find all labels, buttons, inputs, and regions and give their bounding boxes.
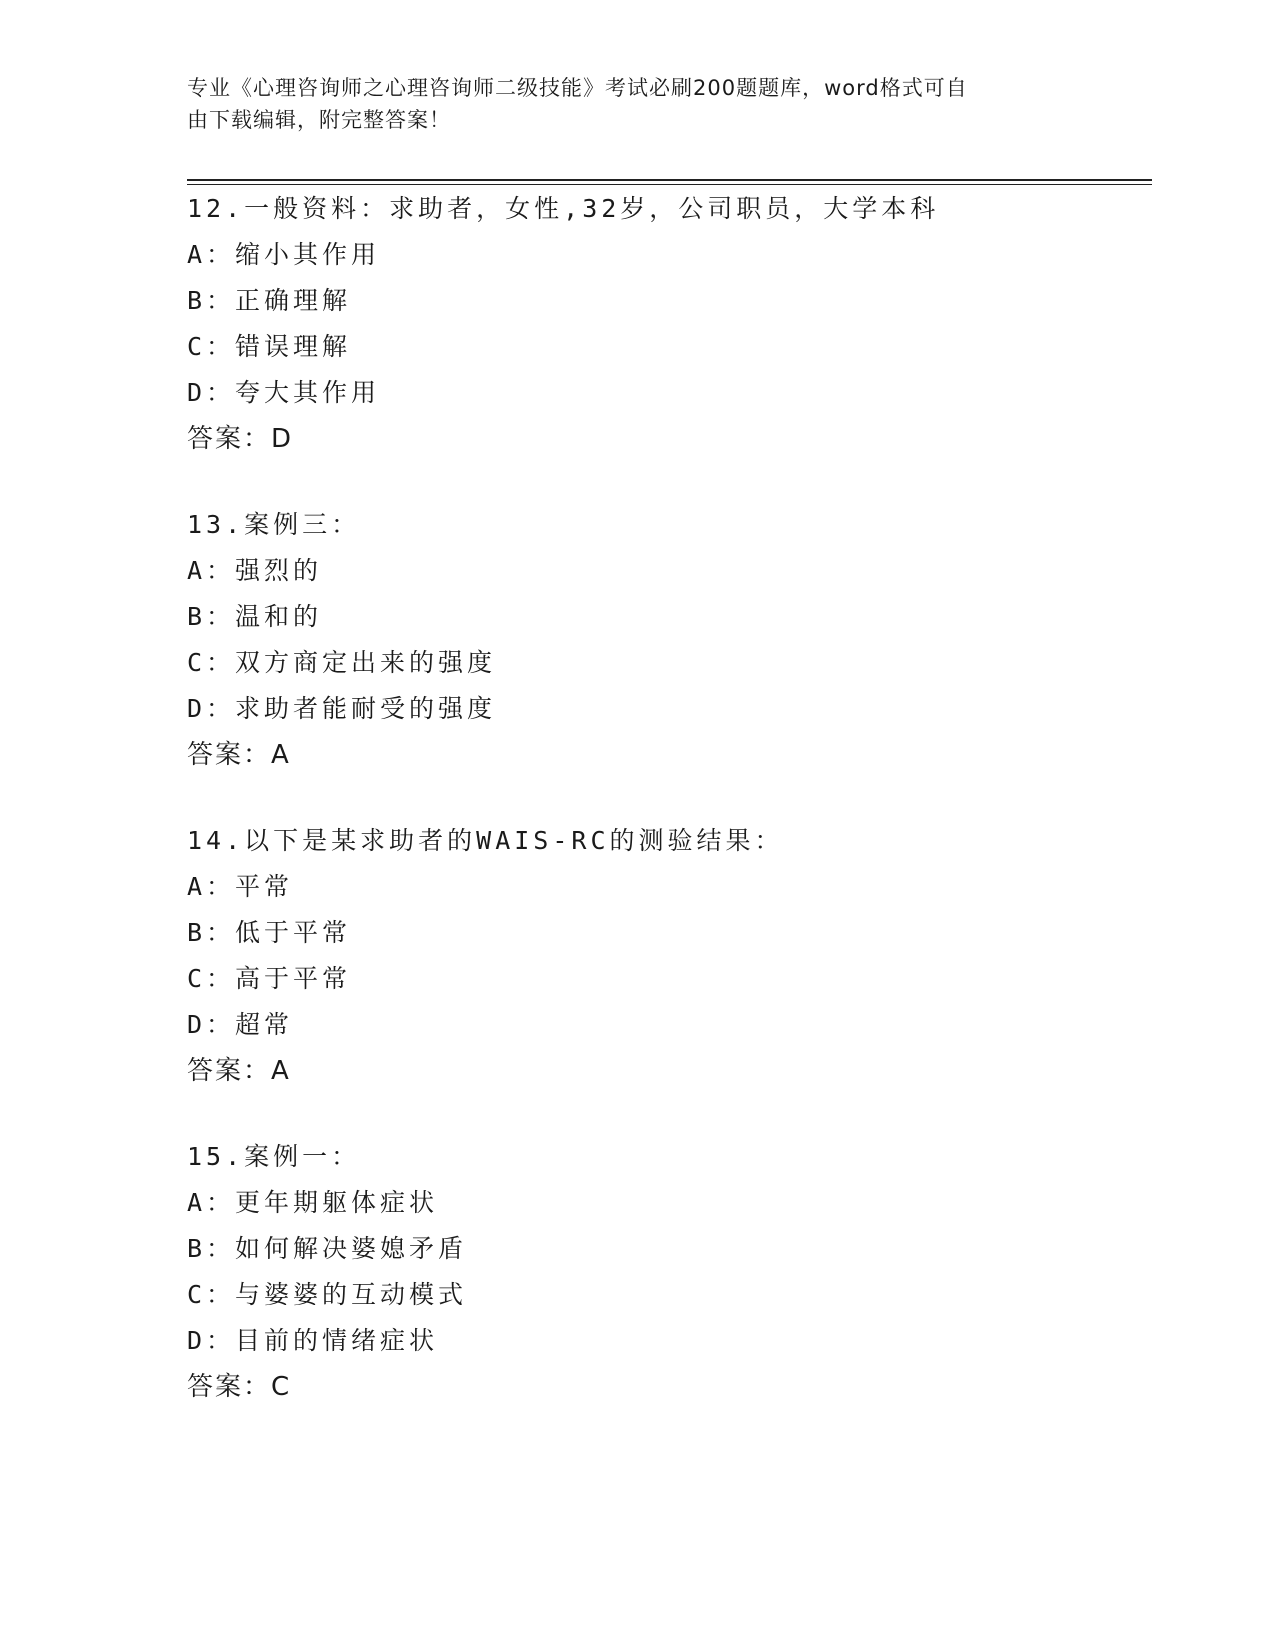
question-stem: 12.一般资料：求助者，女性,32岁，公司职员，大学本科 [187,194,940,223]
header-line-1: 专业《心理咨询师之心理咨询师二级技能》考试必刷200题题库，word格式可自 [187,76,968,100]
question-stem: 15.案例一： [187,1142,361,1171]
question-stem: 13.案例三： [187,510,361,539]
option-d: D：夸大其作用 [187,378,381,407]
question-12 [187,186,1147,462]
answer: 答案：A [187,740,291,770]
option-d: D：超常 [187,1010,294,1039]
option-b: B：正确理解 [187,286,352,315]
option-a: A：强烈的 [187,556,323,585]
header-divider-thick [187,179,1152,181]
option-c: C：双方商定出来的强度 [187,648,497,677]
document-header [187,72,1067,136]
question-13 [187,502,1147,778]
option-b: B：如何解决婆媳矛盾 [187,1234,468,1263]
option-b: B：温和的 [187,602,323,631]
option-a: A：平常 [187,872,294,901]
question-15 [187,1134,1147,1410]
option-d: D：求助者能耐受的强度 [187,694,497,723]
header-divider-thin [187,184,1152,185]
answer: 答案：C [187,1372,292,1402]
option-b: B：低于平常 [187,918,352,947]
option-c: C：错误理解 [187,332,352,361]
option-c: C：高于平常 [187,964,352,993]
option-c: C：与婆婆的互动模式 [187,1280,468,1309]
option-a: A：更年期躯体症状 [187,1188,439,1217]
answer: 答案：A [187,1056,291,1086]
option-d: D：目前的情绪症状 [187,1326,439,1355]
question-stem: 14.以下是某求助者的WAIS-RC的测验结果： [187,826,784,855]
option-a: A：缩小其作用 [187,240,381,269]
header-line-2: 由下载编辑，附完整答案！ [187,108,451,132]
answer: 答案：D [187,424,294,454]
question-14 [187,818,1147,1094]
